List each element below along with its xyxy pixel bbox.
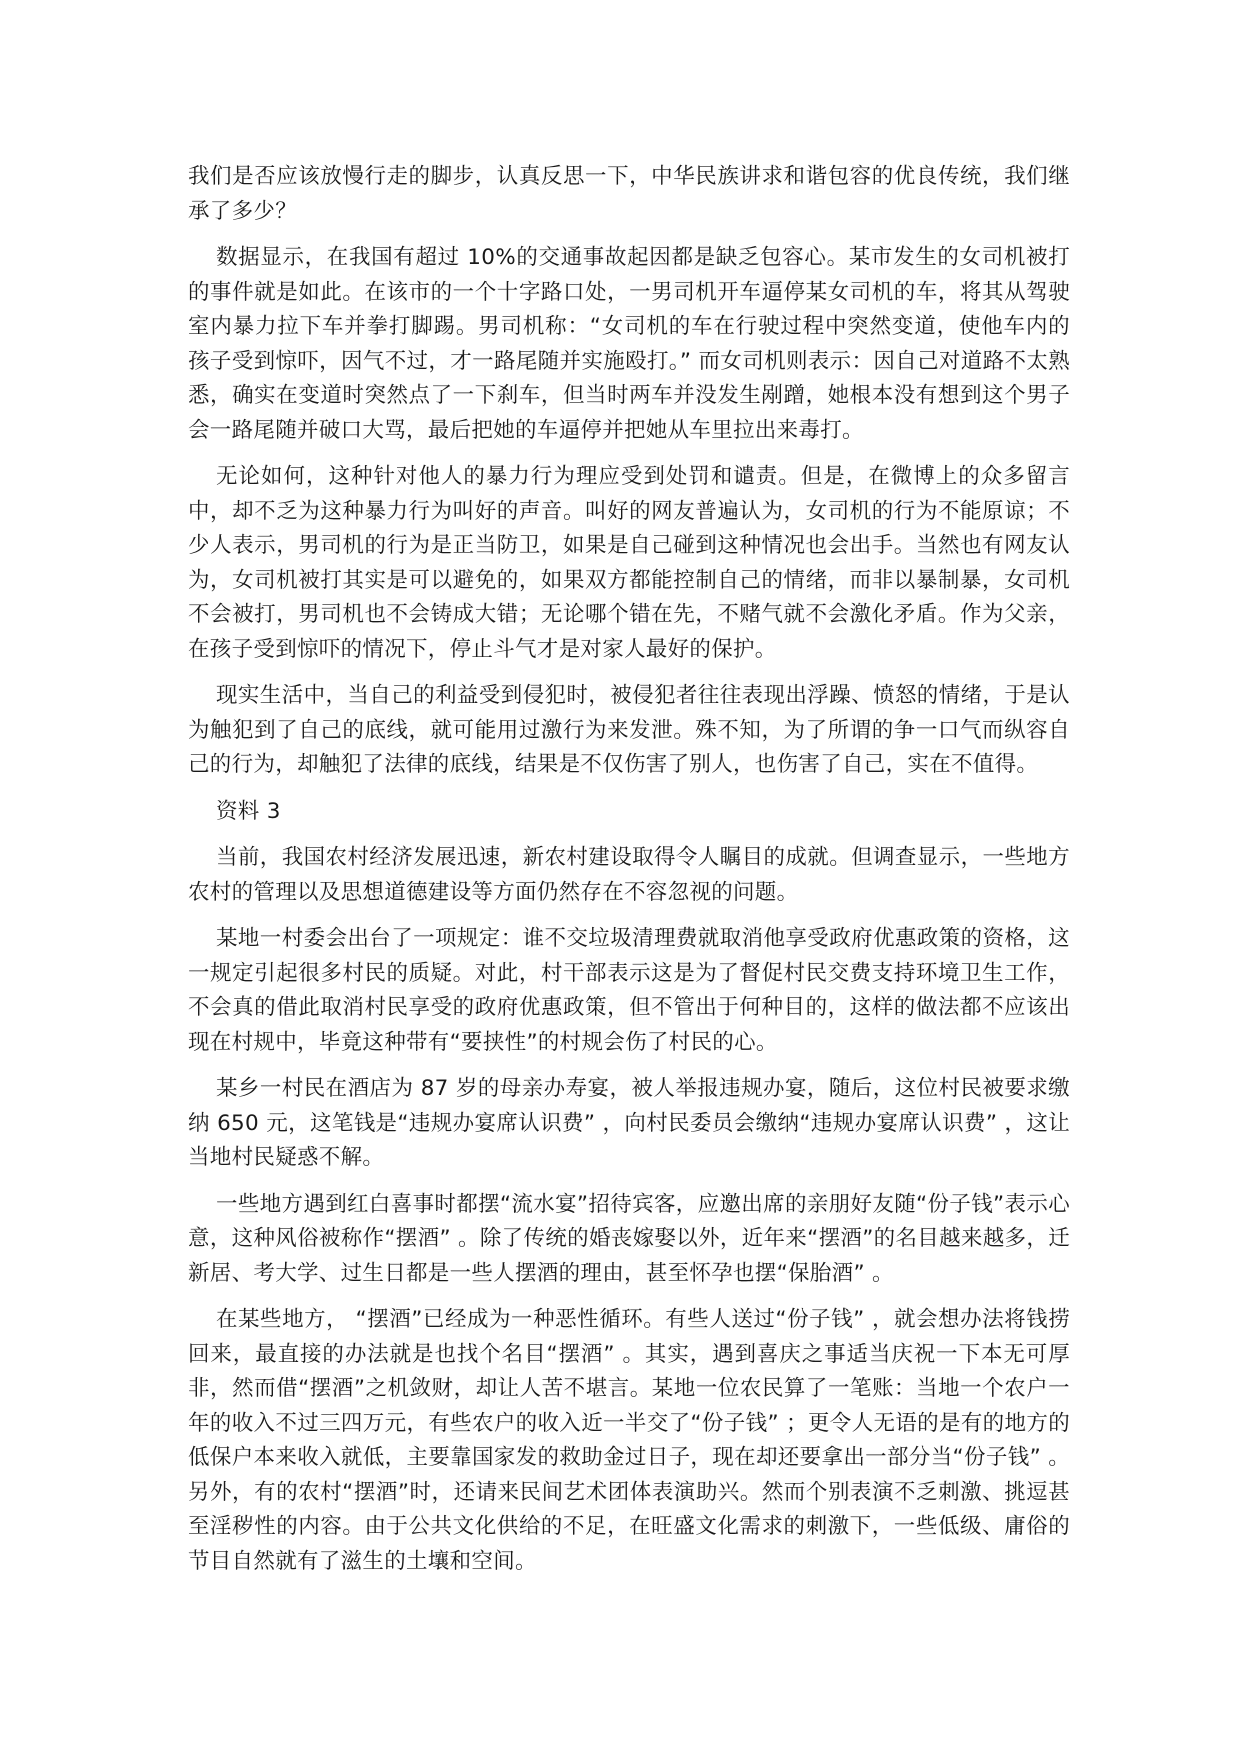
paragraph-vicious-cycle: 在某些地方， “摆酒”已经成为一种恶性循环。有些人送过“份子钱” ，就会想办法将钱捞回来，最直接的办法就是也找个名目“摆酒” 。其实，遇到喜庆之事适当庆祝一下本无可厚非，然而借“摆酒”之机敛财，却让人苦不堪言。某地一位农民算了一笔账：当地一个农户一年的收入不过三四万元，有些农户的收入近一半交了“份子钱” ；更令人无语的是有的地方的低保户本来收入就低，主要靠国家发的救助金过日子，现在却还要拿出一部分当“份子钱” 。另外，有的农村“摆酒”时，还请来民间艺术团体表演助兴。然而个别表演不乏刺激、挑逗甚至淫秽性的内容。由于公共文化供给的不足，在旺盛文化需求的刺激下，一些低级、庸俗的节目自然就有了滋生的土壤和空间。: [188, 1307, 1070, 1574]
paragraph-birthday-banquet: 某乡一村民在酒店为 87 岁的母亲办寿宴，被人举报违规办宴，随后，这位村民被要求缴纳 650 元，这笔钱是“违规办宴席认识费” ，向村民委员会缴纳“违规办宴席认识费” ，这让当地村民疑惑不解。: [188, 1076, 1070, 1170]
paragraph-real-life: 现实生活中，当自己的利益受到侵犯时，被侵犯者往往表现出浮躁、愤怒的情绪，于是认为触犯到了自己的底线，就可能用过激行为来发泄。殊不知，为了所谓的争一口气而纵容自己的行为，却触犯了法律的底线，结果是不仅伤害了别人，也伤害了自己，实在不值得。: [188, 683, 1070, 777]
paragraph-online-comments: 无论如何，这种针对他人的暴力行为理应受到处罚和谴责。但是，在微博上的众多留言中，却不乏为这种暴力行为叫好的声音。叫好的网友普遍认为，女司机的行为不能原谅；不少人表示，男司机的行为是正当防卫，如果是自己碰到这种情况也会出手。当然也有网友认为，女司机被打其实是可以避免的，如果双方都能控制自己的情绪，而非以暴制暴，女司机不会被打，男司机也不会铸成大错；无论哪个错在先，不赌气就不会激化矛盾。作为父亲，在孩子受到惊吓的情况下，停止斗气才是对家人最好的保护。: [188, 464, 1070, 662]
paragraph-rural-development: 当前，我国农村经济发展迅速，新农村建设取得令人瞩目的成就。但调查显示，一些地方农村的管理以及思想道德建设等方面仍然存在不容忽视的问题。: [188, 845, 1070, 905]
document-page: [188, 160, 1070, 1591]
paragraph-traffic-data: 数据显示，在我国有超过 10%的交通事故起因都是缺乏包容心。某市发生的女司机被打的事件就是如此。在该市的一个十字路口处，一男司机开车逼停某女司机的车，将其从驾驶室内暴力拉下车并拳打脚踢。男司机称：“女司机的车在行驶过程中突然变道，使他车内的孩子受到惊吓，因气不过，才一路尾随并实施殴打。” 而女司机则表示：因自己对道路不太熟悉，确实在变道时突然点了一下刹车，但当时两车并没发生剐蹭，她根本没有想到这个男子会一路尾随并破口大骂，最后把她的车逼停并把她从车里拉出来毒打。: [188, 245, 1070, 443]
section-heading-material-3: 资料 3: [216, 798, 281, 824]
paragraph-continuation: 我们是否应该放慢行走的脚步，认真反思一下，中华民族讲求和谐包容的优良传统，我们继承了多少？: [188, 164, 1070, 224]
paragraph-banquet-custom: 一些地方遇到红白喜事时都摆“流水宴”招待宾客，应邀出席的亲朋好友随“份子钱”表示心意，这种风俗被称作“摆酒” 。除了传统的婚丧嫁娶以外，近年来“摆酒”的名目越来越多，迁新居、考大学、过生日都是一些人摆酒的理由，甚至怀孕也摆“保胎酒” 。: [188, 1191, 1070, 1286]
paragraph-village-rule: 某地一村委会出台了一项规定：谁不交垃圾清理费就取消他享受政府优惠政策的资格，这一规定引起很多村民的质疑。对此，村干部表示这是为了督促村民交费支持环境卫生工作，不会真的借此取消村民享受的政府优惠政策，但不管出于何种目的，这样的做法都不应该出现在村规中，毕竟这种带有“要挟性”的村规会伤了村民的心。: [188, 926, 1070, 1055]
